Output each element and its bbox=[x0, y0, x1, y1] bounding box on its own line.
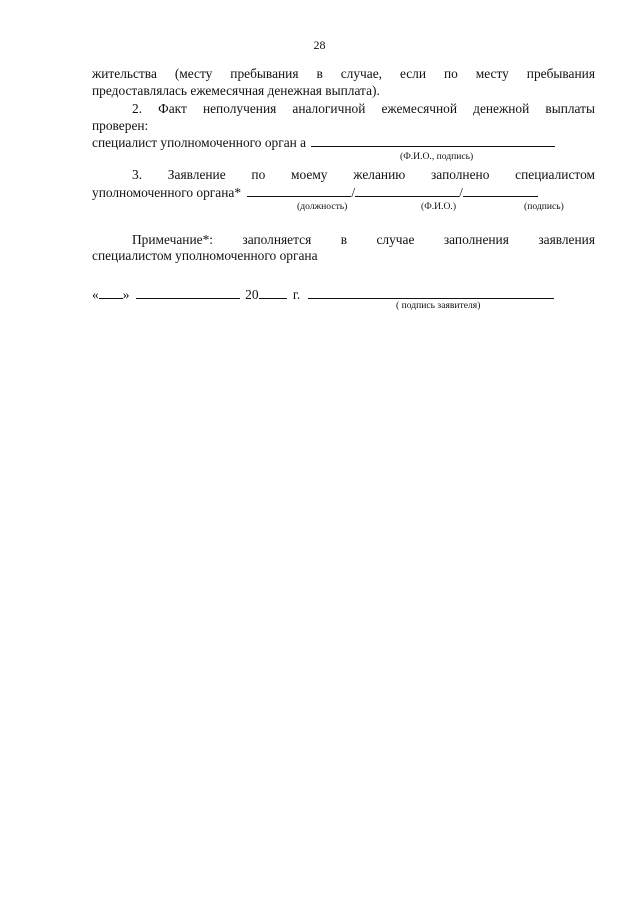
month-field[interactable] bbox=[136, 286, 240, 299]
open-quote: « bbox=[92, 287, 99, 302]
fio-hint: (Ф.И.О.) bbox=[421, 201, 457, 212]
note-line-2: специалистом уполномоченного органа bbox=[92, 248, 318, 263]
note-line-1: Примечание*: заполняется в случае заполнения заявления bbox=[132, 232, 595, 247]
fio-field[interactable] bbox=[355, 184, 459, 197]
specialist-label: специалист уполномоченного орган а bbox=[92, 135, 307, 150]
applicant-signature-field[interactable] bbox=[308, 286, 554, 299]
paragraph-3-line-1: 3. Заявление по моему желанию заполнено специалистом bbox=[132, 167, 595, 182]
specialist-fio-signature-field[interactable] bbox=[311, 134, 555, 147]
authority-label: уполномоченного органа* bbox=[92, 185, 242, 200]
authority-line bbox=[92, 184, 595, 202]
year-suffix: г. bbox=[292, 287, 301, 302]
applicant-signature-hint: ( подпись заявителя) bbox=[396, 300, 481, 311]
signature-hint: (подпись) bbox=[524, 201, 564, 212]
paragraph-1-line-2: предоставлялась ежемесячная денежная выплата). bbox=[92, 83, 380, 98]
day-field[interactable] bbox=[99, 286, 123, 299]
page-number: 28 bbox=[313, 38, 326, 52]
signature-field[interactable] bbox=[463, 184, 538, 197]
separator-2: / bbox=[459, 185, 463, 200]
specialist-hint: (Ф.И.О., подпись) bbox=[400, 151, 474, 162]
separator-1: / bbox=[351, 185, 356, 200]
position-hint: (должность) bbox=[297, 201, 348, 212]
date-signature-line bbox=[92, 286, 595, 304]
year-field[interactable] bbox=[259, 286, 287, 299]
close-quote: » bbox=[122, 287, 130, 302]
paragraph-1-line-1: жительства (месту пребывания в случае, если по месту пребывания bbox=[92, 66, 595, 81]
year-prefix: 20 bbox=[245, 287, 259, 302]
paragraph-2-line-2: проверен: bbox=[92, 118, 149, 133]
specialist-line bbox=[92, 134, 595, 152]
position-field[interactable] bbox=[247, 184, 351, 197]
paragraph-2-line-1: 2. Факт неполучения аналогичной ежемесячной денежной выплаты bbox=[132, 101, 595, 116]
